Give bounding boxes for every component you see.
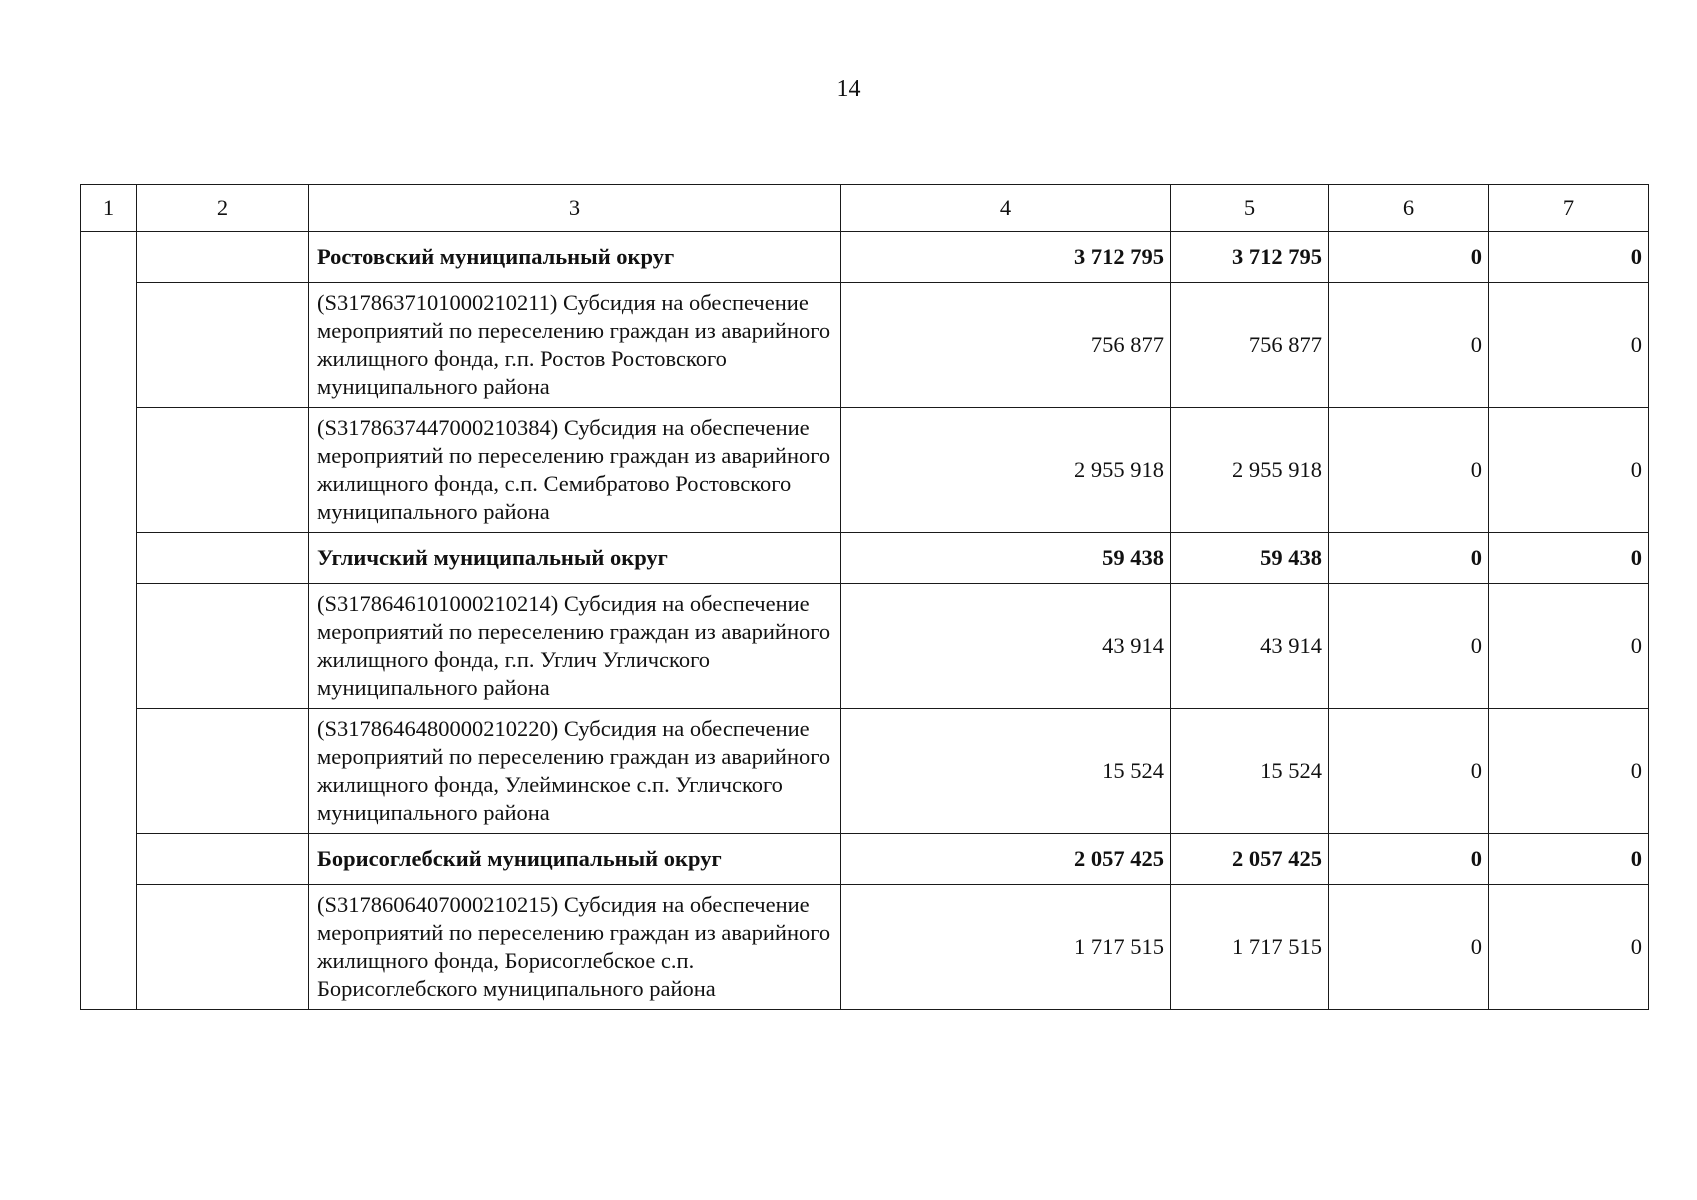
row-value-col7: 0: [1489, 709, 1649, 834]
column-2-cell: [137, 834, 309, 885]
row-value-col5: 59 438: [1171, 533, 1329, 584]
table-row-total: [81, 533, 1649, 584]
row-value-col7: 0: [1489, 283, 1649, 408]
column-header-7: 7: [1489, 185, 1649, 232]
column-2-cell: [137, 709, 309, 834]
column-header-5: 5: [1171, 185, 1329, 232]
column-2-cell: [137, 283, 309, 408]
row-value-col6: 0: [1329, 885, 1489, 1010]
table-row: [81, 584, 1649, 709]
row-value-col4: 3 712 795: [841, 232, 1171, 283]
table-row-total: [81, 232, 1649, 283]
budget-table: [80, 184, 1649, 1010]
page-number: 14: [836, 76, 861, 102]
row-value-col5: 1 717 515: [1171, 885, 1329, 1010]
row-name: (S3178637101000210211) Субсидия на обеспечение мероприятий по переселению граждан из аварийного жилищного фонда, г.п. Ростов Ростовского муниципального района: [309, 283, 841, 408]
row-value-col7: 0: [1489, 408, 1649, 533]
row-value-col5: 2 955 918: [1171, 408, 1329, 533]
table-row-total: [81, 834, 1649, 885]
column-2-cell: [137, 885, 309, 1010]
row-value-col5: 43 914: [1171, 584, 1329, 709]
row-name: (S3178646101000210214) Субсидия на обеспечение мероприятий по переселению граждан из аварийного жилищного фонда, г.п. Углич Угличского муниципального района: [309, 584, 841, 709]
column-header-6: 6: [1329, 185, 1489, 232]
row-value-col6: 0: [1329, 709, 1489, 834]
column-2-cell: [137, 584, 309, 709]
column-header-2: 2: [137, 185, 309, 232]
column-1-cell: [81, 232, 137, 1010]
row-value-col6: 0: [1329, 834, 1489, 885]
row-value-col4: 2 057 425: [841, 834, 1171, 885]
table-row: [81, 283, 1649, 408]
row-name: Борисоглебский муниципальный округ: [309, 834, 841, 885]
row-name: Угличский муниципальный округ: [309, 533, 841, 584]
column-2-cell: [137, 408, 309, 533]
row-value-col6: 0: [1329, 584, 1489, 709]
column-header-4: 4: [841, 185, 1171, 232]
row-value-col5: 2 057 425: [1171, 834, 1329, 885]
row-value-col6: 0: [1329, 283, 1489, 408]
row-value-col5: 756 877: [1171, 283, 1329, 408]
row-name: (S3178637447000210384) Субсидия на обеспечение мероприятий по переселению граждан из аварийного жилищного фонда, с.п. Семибратово Ростовского муниципального района: [309, 408, 841, 533]
row-value-col4: 15 524: [841, 709, 1171, 834]
table-row: [81, 709, 1649, 834]
row-value-col7: 0: [1489, 885, 1649, 1010]
row-value-col6: 0: [1329, 533, 1489, 584]
row-value-col4: 43 914: [841, 584, 1171, 709]
row-value-col4: 1 717 515: [841, 885, 1171, 1010]
row-value-col6: 0: [1329, 408, 1489, 533]
table-row: [81, 408, 1649, 533]
row-value-col7: 0: [1489, 232, 1649, 283]
row-name: (S3178646480000210220) Субсидия на обеспечение мероприятий по переселению граждан из аварийного жилищного фонда, Улейминское с.п. Угличского муниципального района: [309, 709, 841, 834]
row-value-col4: 59 438: [841, 533, 1171, 584]
table-row: [81, 885, 1649, 1010]
column-header-3: 3: [309, 185, 841, 232]
row-name: (S3178606407000210215) Субсидия на обеспечение мероприятий по переселению граждан из аварийного жилищного фонда, Борисоглебское с.п. Борисоглебского муниципального района: [309, 885, 841, 1010]
row-value-col4: 756 877: [841, 283, 1171, 408]
row-value-col7: 0: [1489, 584, 1649, 709]
row-value-col5: 15 524: [1171, 709, 1329, 834]
row-value-col7: 0: [1489, 834, 1649, 885]
row-value-col4: 2 955 918: [841, 408, 1171, 533]
column-2-cell: [137, 533, 309, 584]
row-value-col6: 0: [1329, 232, 1489, 283]
row-value-col7: 0: [1489, 533, 1649, 584]
header-row: [81, 185, 1649, 232]
row-name: Ростовский муниципальный округ: [309, 232, 841, 283]
row-value-col5: 3 712 795: [1171, 232, 1329, 283]
column-header-1: 1: [81, 185, 137, 232]
column-2-cell: [137, 232, 309, 283]
